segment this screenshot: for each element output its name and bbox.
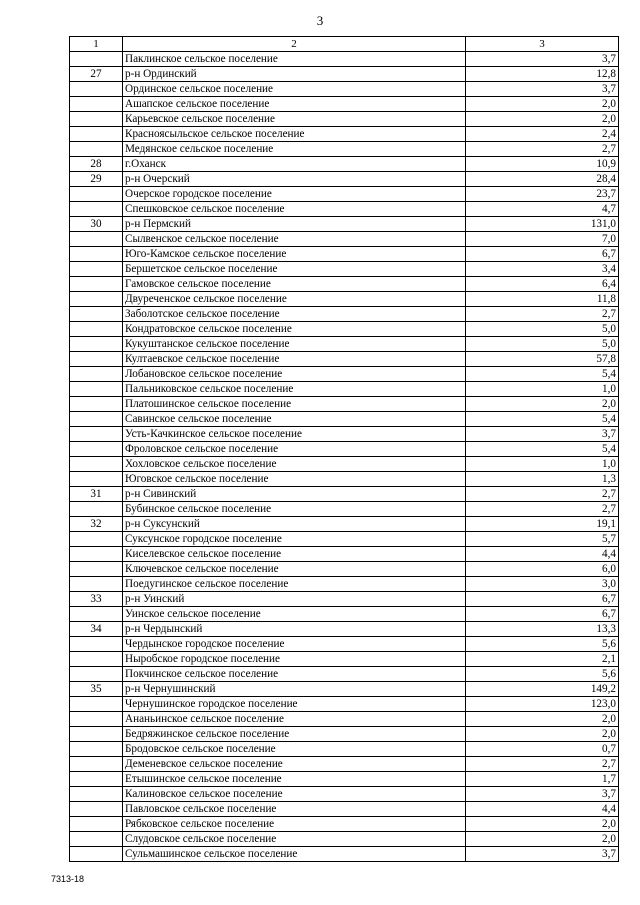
row-name: Паклинское сельское поселение: [123, 52, 466, 67]
row-number: 29: [70, 172, 123, 187]
row-number: [70, 457, 123, 472]
row-name: Суксунское городское поселение: [123, 532, 466, 547]
row-value: 6,7: [466, 247, 619, 262]
row-name: Фроловское сельское поселение: [123, 442, 466, 457]
row-value: 5,0: [466, 322, 619, 337]
table-row: [70, 427, 619, 442]
table-row: [70, 187, 619, 202]
table-row: [70, 442, 619, 457]
row-number: [70, 202, 123, 217]
row-name: Рябковское сельское поселение: [123, 817, 466, 832]
row-number: [70, 472, 123, 487]
row-number: 27: [70, 67, 123, 82]
table-body: [70, 52, 619, 862]
row-number: [70, 112, 123, 127]
row-name: Пальниковское сельское поселение: [123, 382, 466, 397]
table-row: [70, 607, 619, 622]
row-value: 7,0: [466, 232, 619, 247]
table-header-row: [70, 37, 619, 52]
row-number: [70, 757, 123, 772]
row-value: 11,8: [466, 292, 619, 307]
row-number: [70, 232, 123, 247]
row-name: р-н Чернушинский: [123, 682, 466, 697]
table-row: [70, 547, 619, 562]
row-value: 5,7: [466, 532, 619, 547]
row-number: [70, 727, 123, 742]
row-value: 23,7: [466, 187, 619, 202]
table-row: [70, 532, 619, 547]
row-number: [70, 397, 123, 412]
row-number: [70, 712, 123, 727]
row-value: 4,4: [466, 802, 619, 817]
footer-code: 7313-18: [51, 874, 85, 884]
row-value: 2,1: [466, 652, 619, 667]
row-value: 3,7: [466, 427, 619, 442]
row-name: Сылвенское сельское поселение: [123, 232, 466, 247]
row-name: р-н Суксунский: [123, 517, 466, 532]
table-row: [70, 487, 619, 502]
row-name: Сульмашинское сельское поселение: [123, 847, 466, 862]
row-name: р-н Ординский: [123, 67, 466, 82]
header-col-3: 3: [466, 37, 619, 52]
row-name: Ныробское городское поселение: [123, 652, 466, 667]
table-row: [70, 112, 619, 127]
table-row: [70, 157, 619, 172]
row-value: 10,9: [466, 157, 619, 172]
row-name: Усть-Качкинское сельское поселение: [123, 427, 466, 442]
table-row: [70, 172, 619, 187]
row-value: 1,0: [466, 457, 619, 472]
header-col-1: 1: [70, 37, 123, 52]
table-row: [70, 472, 619, 487]
row-value: 2,7: [466, 307, 619, 322]
table-row: [70, 217, 619, 232]
row-value: 3,0: [466, 577, 619, 592]
row-value: 19,1: [466, 517, 619, 532]
row-name: Кондратовское сельское поселение: [123, 322, 466, 337]
row-number: [70, 97, 123, 112]
row-number: [70, 637, 123, 652]
row-number: [70, 337, 123, 352]
row-value: 5,6: [466, 667, 619, 682]
row-number: [70, 562, 123, 577]
row-value: 3,7: [466, 52, 619, 67]
row-name: Бедряжинское сельское поселение: [123, 727, 466, 742]
row-name: Гамовское сельское поселение: [123, 277, 466, 292]
table-row: [70, 832, 619, 847]
row-number: [70, 802, 123, 817]
table-row: [70, 247, 619, 262]
row-value: 2,0: [466, 712, 619, 727]
row-number: [70, 442, 123, 457]
row-name: Заболотское сельское поселение: [123, 307, 466, 322]
table-row: [70, 802, 619, 817]
row-name: Слудовское сельское поселение: [123, 832, 466, 847]
table-row: [70, 277, 619, 292]
row-value: 149,2: [466, 682, 619, 697]
row-value: 123,0: [466, 697, 619, 712]
table-row: [70, 622, 619, 637]
row-number: [70, 502, 123, 517]
row-value: 6,4: [466, 277, 619, 292]
row-name: Етышинское сельское поселение: [123, 772, 466, 787]
row-value: 2,7: [466, 487, 619, 502]
table-row: [70, 772, 619, 787]
row-name: г.Оханск: [123, 157, 466, 172]
table-row: [70, 322, 619, 337]
row-value: 6,7: [466, 607, 619, 622]
table-row: [70, 142, 619, 157]
row-name: Кукуштанское сельское поселение: [123, 337, 466, 352]
row-name: Платошинское сельское поселение: [123, 397, 466, 412]
row-name: Двуреченское сельское поселение: [123, 292, 466, 307]
row-value: 3,7: [466, 787, 619, 802]
row-value: 2,0: [466, 97, 619, 112]
table-row: [70, 682, 619, 697]
row-name: Киселевское сельское поселение: [123, 547, 466, 562]
row-number: [70, 832, 123, 847]
row-value: 57,8: [466, 352, 619, 367]
table-row: [70, 307, 619, 322]
row-value: 1,0: [466, 382, 619, 397]
row-name: Бродовское сельское поселение: [123, 742, 466, 757]
row-value: 4,4: [466, 547, 619, 562]
row-value: 2,7: [466, 142, 619, 157]
table-row: [70, 757, 619, 772]
row-number: [70, 277, 123, 292]
row-name: Юговское сельское поселение: [123, 472, 466, 487]
row-value: 5,4: [466, 367, 619, 382]
row-name: Покчинское сельское поселение: [123, 667, 466, 682]
row-value: 2,0: [466, 832, 619, 847]
row-name: Савинское сельское поселение: [123, 412, 466, 427]
table-row: [70, 262, 619, 277]
row-name: Ананьинское сельское поселение: [123, 712, 466, 727]
row-name: Павловское сельское поселение: [123, 802, 466, 817]
row-name: Спешковское сельское поселение: [123, 202, 466, 217]
row-name: Юго-Камское сельское поселение: [123, 247, 466, 262]
row-value: 5,4: [466, 442, 619, 457]
row-name: Поедугинское сельское поселение: [123, 577, 466, 592]
row-value: 2,0: [466, 727, 619, 742]
row-name: Чердынское городское поселение: [123, 637, 466, 652]
row-number: [70, 652, 123, 667]
row-value: 1,7: [466, 772, 619, 787]
row-value: 6,7: [466, 592, 619, 607]
row-value: 0,7: [466, 742, 619, 757]
row-name: Ординское сельское поселение: [123, 82, 466, 97]
table-row: [70, 637, 619, 652]
row-value: 2,7: [466, 757, 619, 772]
table-row: [70, 742, 619, 757]
row-value: 13,3: [466, 622, 619, 637]
row-number: [70, 352, 123, 367]
table-row: [70, 232, 619, 247]
row-value: 2,0: [466, 817, 619, 832]
row-number: [70, 667, 123, 682]
row-number: 33: [70, 592, 123, 607]
row-value: 3,7: [466, 82, 619, 97]
row-number: [70, 367, 123, 382]
table-row: [70, 352, 619, 367]
table-row: [70, 667, 619, 682]
row-name: Уинское сельское поселение: [123, 607, 466, 622]
table-row: [70, 82, 619, 97]
row-number: [70, 427, 123, 442]
table-row: [70, 787, 619, 802]
row-name: Карьевское сельское поселение: [123, 112, 466, 127]
row-number: [70, 532, 123, 547]
row-name: Очерское городское поселение: [123, 187, 466, 202]
row-number: [70, 847, 123, 862]
row-number: [70, 412, 123, 427]
row-value: 2,4: [466, 127, 619, 142]
row-number: [70, 307, 123, 322]
row-value: 3,4: [466, 262, 619, 277]
row-value: 2,7: [466, 502, 619, 517]
row-name: Култаевское сельское поселение: [123, 352, 466, 367]
table-row: [70, 202, 619, 217]
row-name: р-н Очерский: [123, 172, 466, 187]
row-number: [70, 742, 123, 757]
row-name: Бершетское сельское поселение: [123, 262, 466, 277]
row-value: 12,8: [466, 67, 619, 82]
table-row: [70, 67, 619, 82]
table-row: [70, 502, 619, 517]
row-value: 5,4: [466, 412, 619, 427]
row-name: Калиновское сельское поселение: [123, 787, 466, 802]
header-col-2: 2: [123, 37, 466, 52]
row-value: 4,7: [466, 202, 619, 217]
row-number: [70, 262, 123, 277]
table-row: [70, 592, 619, 607]
row-value: 5,6: [466, 637, 619, 652]
row-number: [70, 247, 123, 262]
row-number: 32: [70, 517, 123, 532]
row-number: [70, 817, 123, 832]
row-name: Ключевское сельское поселение: [123, 562, 466, 577]
table-row: [70, 97, 619, 112]
row-number: [70, 82, 123, 97]
table-row: [70, 817, 619, 832]
row-name: Чернушинское городское поселение: [123, 697, 466, 712]
table-row: [70, 457, 619, 472]
row-name: р-н Пермский: [123, 217, 466, 232]
table-row: [70, 562, 619, 577]
row-name: Бубинское сельское поселение: [123, 502, 466, 517]
table-row: [70, 847, 619, 862]
row-name: Лобановское сельское поселение: [123, 367, 466, 382]
row-number: [70, 577, 123, 592]
row-number: [70, 697, 123, 712]
table-row: [70, 697, 619, 712]
table-row: [70, 412, 619, 427]
row-value: 2,0: [466, 112, 619, 127]
table-row: [70, 397, 619, 412]
row-value: 131,0: [466, 217, 619, 232]
row-value: 5,0: [466, 337, 619, 352]
table-row: [70, 52, 619, 67]
row-number: [70, 127, 123, 142]
row-number: 28: [70, 157, 123, 172]
row-name: Ашапское сельское поселение: [123, 97, 466, 112]
row-value: 28,4: [466, 172, 619, 187]
table-row: [70, 382, 619, 397]
table-row: [70, 127, 619, 142]
row-value: 1,3: [466, 472, 619, 487]
table-row: [70, 517, 619, 532]
row-number: [70, 292, 123, 307]
row-name: р-н Чердынский: [123, 622, 466, 637]
row-number: [70, 322, 123, 337]
table-row: [70, 652, 619, 667]
row-number: 34: [70, 622, 123, 637]
row-number: [70, 142, 123, 157]
row-name: Медянское сельское поселение: [123, 142, 466, 157]
table-row: [70, 577, 619, 592]
row-number: [70, 52, 123, 67]
table-row: [70, 712, 619, 727]
row-value: 6,0: [466, 562, 619, 577]
row-number: [70, 547, 123, 562]
table-row: [70, 727, 619, 742]
row-value: 3,7: [466, 847, 619, 862]
row-number: [70, 772, 123, 787]
row-number: 31: [70, 487, 123, 502]
row-number: [70, 607, 123, 622]
row-name: р-н Сивинский: [123, 487, 466, 502]
page-number: 3: [316, 13, 324, 28]
table-row: [70, 337, 619, 352]
row-name: Деменевское сельское поселение: [123, 757, 466, 772]
allocation-table: [69, 36, 619, 862]
row-number: 35: [70, 682, 123, 697]
row-number: [70, 187, 123, 202]
table-row: [70, 292, 619, 307]
row-number: [70, 787, 123, 802]
table-row: [70, 367, 619, 382]
row-number: 30: [70, 217, 123, 232]
row-number: [70, 382, 123, 397]
row-name: Хохловское сельское поселение: [123, 457, 466, 472]
row-name: Красноясыльское сельское поселение: [123, 127, 466, 142]
row-value: 2,0: [466, 397, 619, 412]
row-name: р-н Уинский: [123, 592, 466, 607]
